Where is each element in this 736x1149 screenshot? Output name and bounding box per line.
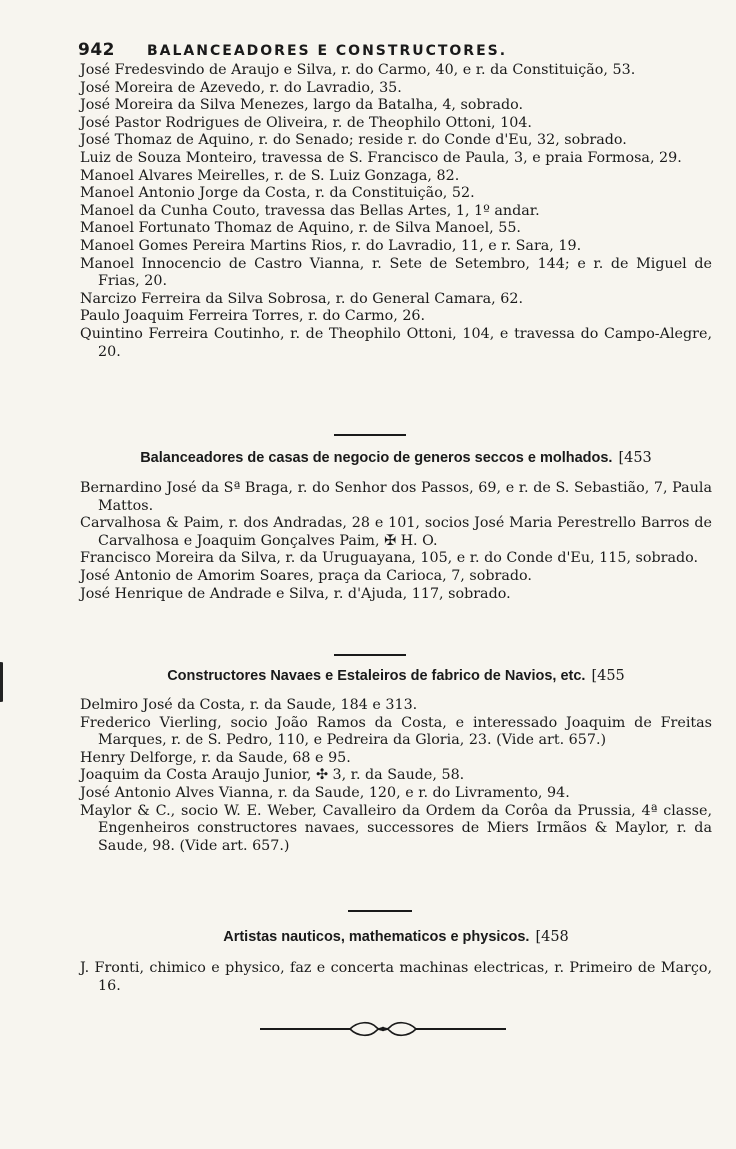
list-item: Maylor & C., socio W. E. Weber, Cavalleiro da Ordem da Corôa da Prussia, 4ª classe, Engenheiros constructores navaes, successores de Miers Irmãos & Maylor, r. da Saude, 98. (Vide art. 657.)	[80, 802, 712, 854]
entry-list-artistas	[80, 960, 712, 995]
list-item: Frederico Vierling, socio João Ramos da Costa, e interessado Joaquim de Freitas Marques, r. de S. Pedro, 110, e Pedreira da Gloria, 23. (Vide art. 657.)	[80, 714, 712, 749]
list-item: Manoel Innocencio de Castro Vianna, r. Sete de Setembro, 144; e r. de Miguel de Frias, 20.	[80, 255, 712, 290]
list-item: Paulo Joaquim Ferreira Torres, r. do Carmo, 26.	[80, 308, 426, 325]
section-heading-text: Constructores Navaes e Estaleiros de fabrico de Navios, etc.	[167, 668, 586, 684]
running-title: BALANCEADORES E CONSTRUCTORES.	[147, 43, 508, 59]
section-divider	[348, 910, 412, 912]
section-heading-text: Artistas nauticos, mathematicos e physicos.	[223, 929, 530, 945]
page-number: 942	[78, 40, 115, 60]
section-divider	[334, 654, 406, 656]
section-heading-generos	[80, 449, 712, 467]
end-ornament	[258, 1018, 508, 1040]
list-item: José Antonio de Amorim Soares, praça da Carioca, 7, sobrado.	[80, 567, 532, 584]
list-item: J. Fronti, chimico e physico, faz e concerta machinas electricas, r. Primeiro de Março, 16.	[80, 960, 712, 994]
section-reference: [455	[591, 668, 625, 684]
list-item: Manoel Gomes Pereira Martins Rios, r. do Lavradio, 11, e r. Sara, 19.	[80, 237, 582, 254]
section-divider	[334, 434, 406, 436]
page-header	[78, 40, 638, 60]
list-item: Narcizo Ferreira da Silva Sobrosa, r. do General Camara, 62.	[80, 290, 523, 307]
list-item: Manoel da Cunha Couto, travessa das Bellas Artes, 1, 1º andar.	[80, 202, 540, 219]
list-item: Quintino Ferreira Coutinho, r. de Theophilo Ottoni, 104, e travessa do Campo-Alegre, 20.	[80, 325, 712, 360]
list-item: Luiz de Souza Monteiro, travessa de S. Francisco de Paula, 3, e praia Formosa, 29.	[80, 149, 682, 166]
list-item: Delmiro José da Costa, r. da Saude, 184 e 313.	[80, 697, 418, 713]
list-item: Carvalhosa & Paim, r. dos Andradas, 28 e 101, socios José Maria Perestrello Barros de Carvalhosa e Joaquim Gonçalves Paim, ✠ H. O.	[80, 515, 712, 549]
list-item: Manoel Alvares Meirelles, r. de S. Luiz Gonzaga, 82.	[80, 167, 460, 184]
section-heading-text: Balanceadores de casas de negocio de generos seccos e molhados.	[140, 450, 613, 466]
section-reference: [458	[535, 929, 569, 945]
binding-edge-mark	[0, 662, 9, 702]
list-item: José Fredesvindo de Araujo e Silva, r. do Carmo, 40, e r. da Constituição, 53.	[80, 62, 636, 78]
list-item: Manoel Antonio Jorge da Costa, r. da Constituição, 52.	[80, 185, 475, 202]
list-item: Bernardino José da Sª Braga, r. do Senhor dos Passos, 69, e r. de S. Sebastião, 7, Paula Mattos.	[80, 480, 712, 514]
section-reference: [453	[618, 450, 652, 466]
list-item: José Pastor Rodrigues de Oliveira, r. de Theophilo Ottoni, 104.	[80, 114, 532, 131]
list-item: José Henrique de Andrade e Silva, r. d'Ajuda, 117, sobrado.	[80, 585, 511, 602]
entry-list-balanceadores	[80, 62, 712, 361]
list-item: Manoel Fortunato Thomaz de Aquino, r. de Silva Manoel, 55.	[80, 220, 521, 237]
list-item: Francisco Moreira da Silva, r. da Uruguayana, 105, e r. do Conde d'Eu, 115, sobrado.	[80, 550, 699, 567]
section-heading-constructores	[80, 667, 712, 685]
list-item: José Moreira da Silva Menezes, largo da Batalha, 4, sobrado.	[80, 97, 524, 114]
list-item: Henry Delforge, r. da Saude, 68 e 95.	[80, 749, 351, 766]
list-item: José Thomaz de Aquino, r. do Senado; reside r. do Conde d'Eu, 32, sobrado.	[80, 132, 627, 149]
list-item: José Antonio Alves Vianna, r. da Saude, 120, e r. do Livramento, 94.	[80, 784, 570, 801]
section-heading-artistas	[80, 928, 712, 946]
entry-list-constructores	[80, 697, 712, 855]
list-item: Joaquim da Costa Araujo Junior, ✣ 3, r. da Saude, 58.	[80, 767, 465, 784]
list-item: José Moreira de Azevedo, r. do Lavradio, 35.	[80, 79, 402, 96]
entry-list-generos	[80, 480, 712, 603]
